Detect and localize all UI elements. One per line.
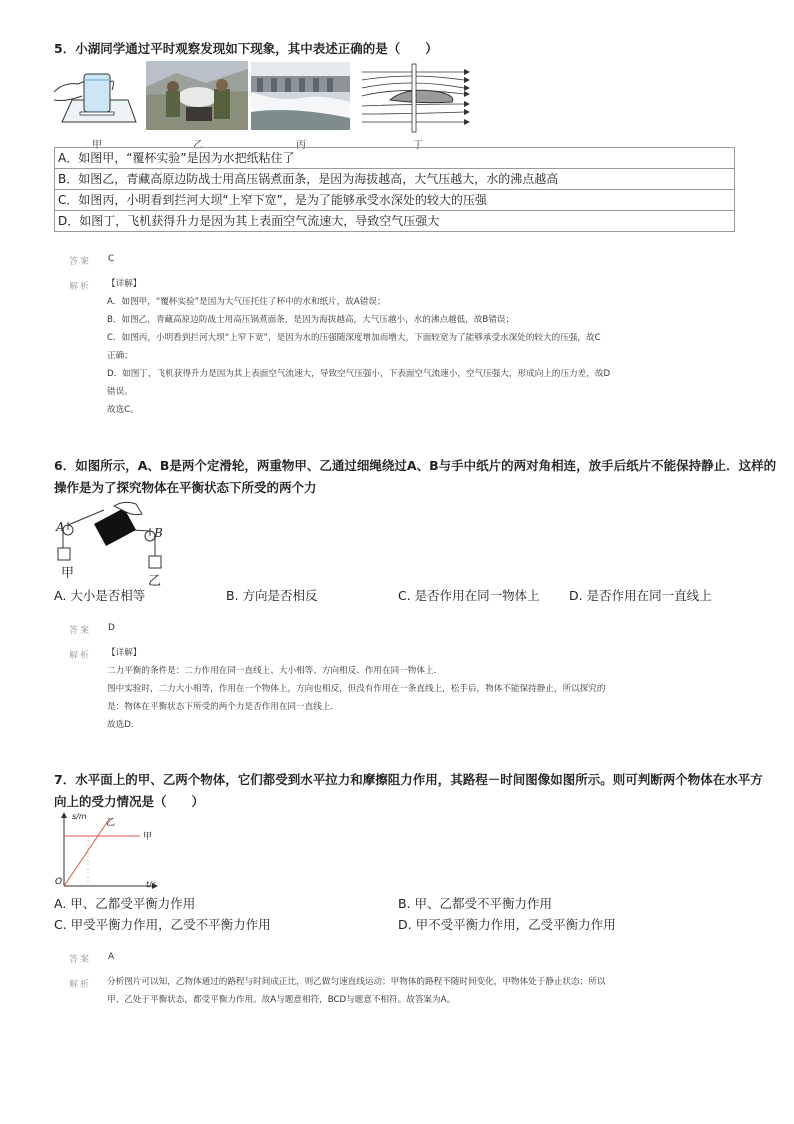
q7-option-d[interactable]: D. 甲不受平衡力作用，乙受平衡力作用: [398, 917, 616, 932]
q7-option-c[interactable]: C. 甲受平衡力作用，乙受不平衡力作用: [54, 917, 271, 932]
q5-analysis-line: 正确；: [107, 351, 133, 361]
q6-label-jia: 甲: [61, 566, 75, 581]
q5-photo-yi: [146, 61, 248, 130]
q5-analysis-label: 解析: [69, 282, 92, 292]
q6-option-b[interactable]: B. 方向是否相反: [226, 588, 318, 603]
q5-figure-jia: [54, 60, 144, 132]
q5-caption-jia: 甲: [92, 140, 102, 151]
q5-analysis: [107, 275, 610, 419]
q5-option-a[interactable]: A．如图甲，“覆杯实验”是因为水把纸粘住了: [55, 148, 735, 169]
q5-analysis-line: B．如图乙，青藏高原边防战士用高压锅煮面条，是因为海拔越高，大气压越小，水的沸点越低，故B错误；: [107, 315, 515, 325]
q7-analysis-line: 甲、乙处于平衡状态，都受平衡力作用。故A与题意相符，BCD与题意不相符。故答案为A。: [107, 995, 456, 1005]
q5-caption-ding: 丁: [413, 140, 423, 151]
q5-caption-yi: 乙: [193, 140, 203, 151]
q6-label-yi: 乙: [148, 574, 162, 589]
q6-answer: D: [108, 623, 115, 633]
q7-title-line1: 7．水平面上的甲、乙两个物体，它们都受到水平拉力和摩擦阻力作用，其路程－时间图像如图所示。则可判断两个物体在水平方: [54, 772, 763, 787]
q5-analysis-line: D．如图丁，飞机获得升力是因为其上表面空气流速大，导致空气压强小，下表面空气流速小，空气压强大，形成向上的压力差，故D: [107, 369, 611, 379]
q5-answer: C: [108, 254, 115, 264]
q5-photo-bing: [251, 62, 350, 130]
q6-label-a: A: [56, 520, 65, 534]
q6-analysis-label: 解析: [69, 651, 92, 661]
q6-analysis-line: 是：物体在平衡状态下所受的两个力是否作用在同一直线上．: [107, 702, 340, 712]
q6-analysis-line: 【详解】: [107, 648, 142, 658]
q7-analysis: [107, 973, 605, 1009]
q6-option-a[interactable]: A. 大小是否相等: [54, 588, 146, 603]
q7-answer-label: 答案: [69, 955, 92, 965]
q7-option-a[interactable]: A. 甲、乙都受平衡力作用: [54, 896, 196, 911]
q5-figure-ding: [360, 62, 472, 134]
q6-label-b: B: [154, 526, 163, 540]
q7-analysis-label: 解析: [69, 980, 92, 990]
q6-analysis-line: 图中实验时，二力大小相等，作用在一个物体上，方向也相反，但没有作用在一条直线上，松手后，物体不能保持静止，所以探究的: [107, 684, 606, 694]
q7-answer: A: [108, 952, 115, 962]
q6-analysis: [107, 644, 605, 734]
q6-analysis-line: 故选D．: [107, 720, 140, 730]
q5-analysis-line: A．如图甲，“覆杯实验”是因为大气压托住了杯中的水和纸片，故A错误；: [107, 297, 386, 307]
q7-line-label-jia: 甲: [143, 832, 153, 842]
q5-analysis-line: 故选C。: [107, 405, 139, 415]
q6-option-d[interactable]: D. 是否作用在同一直线上: [569, 588, 712, 603]
q6-title-line1: 6．如图所示，A、B是两个定滑轮，两重物甲、乙通过细绳绕过A、B与手中纸片的两对角相连，放手后纸片不能保持静止．这样的: [54, 458, 777, 473]
q6-option-c[interactable]: C. 是否作用在同一物体上: [398, 588, 540, 603]
q5-analysis-line: C．如图丙，小明看到拦河大坝“上窄下宽”，是因为水的压强随深度增加而增大，下面较宽为了能够承受水深处的较大的压强，故C: [107, 333, 601, 343]
q5-option-d[interactable]: D．如图丁，飞机获得升力是因为其上表面空气流速大，导致空气压强大: [55, 211, 735, 232]
q5-analysis-line: 【详解】: [107, 279, 142, 289]
q5-analysis-line: 错误。: [107, 387, 133, 397]
q6-title-line2: 操作是为了探究物体在平衡状态下所受的两个力: [54, 480, 317, 495]
q6-answer-label: 答案: [69, 626, 92, 636]
q5-options-table: [54, 147, 735, 232]
q5-caption-bing: 丙: [296, 140, 306, 151]
q5-answer-label: 答案: [69, 257, 92, 267]
q5-option-b[interactable]: B．如图乙，青藏高原边防战士用高压锅煮面条，是因为海拔越高，大气压越大，水的沸点越高: [55, 169, 735, 190]
q7-line-label-yi: 乙: [106, 818, 116, 828]
q7-axis-xlabel: t/s: [146, 880, 156, 889]
q7-analysis-line: 分析图片可以知，乙物体通过的路程与时间成正比，则乙做匀速直线运动；甲物体的路程不随时间变化，甲物体处于静止状态；所以: [107, 977, 606, 987]
q7-origin-label: O: [55, 877, 63, 887]
q5-title: 5．小湖同学通过平时观察发现如下现象，其中表述正确的是（ ）: [54, 41, 438, 56]
q7-option-b[interactable]: B. 甲、乙都受不平衡力作用: [398, 896, 553, 911]
q7-axis-ylabel: s/m: [72, 812, 87, 821]
q6-analysis-line: 二力平衡的条件是：二力作用在同一直线上、大小相等、方向相反、作用在同一物体上．: [107, 666, 443, 676]
q5-option-c[interactable]: C．如图丙，小明看到拦河大坝“上窄下宽”，是为了能够承受水深处的较大的压强: [55, 190, 735, 211]
q7-title-line2: 向上的受力情况是（ ）: [54, 794, 205, 809]
